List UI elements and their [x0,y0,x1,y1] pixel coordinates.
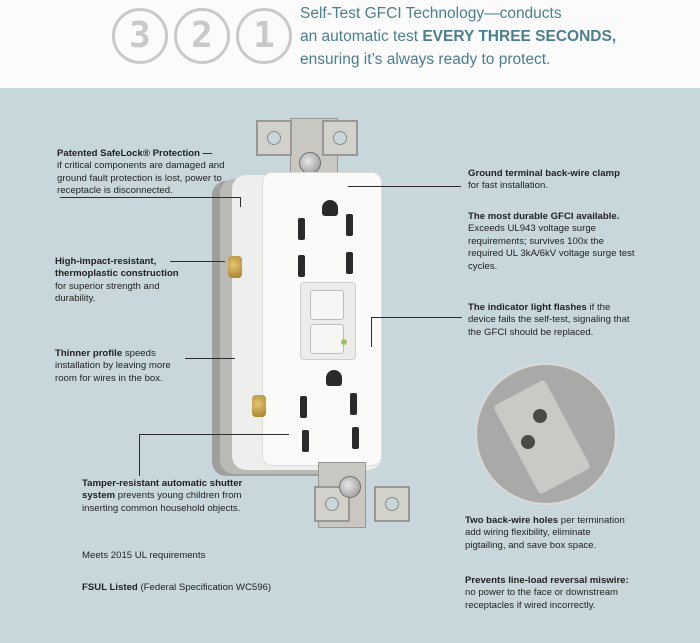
callout-safelock-body: if critical components are damaged and ground fault protection is lost, power to receptacle is disconnected. [57,160,225,197]
ground-screw-icon [299,152,321,174]
leader-line [139,434,140,476]
outlet-slot [352,427,359,449]
outlet-slot [346,214,353,236]
callout-indicator-body: if the device fails the self-test, signaling that the GFCI should be replaced. [468,302,630,338]
leader-line [240,197,241,207]
callout-backwire-body: per termination add wiring flexibility, eliminate pigtailing, and save box space. [465,515,625,551]
headline-line-1: Self-Test GFCI Technology—conducts [300,5,562,22]
ear-hole [325,497,339,511]
counter-digit-2: 2 [174,8,230,64]
ground-hole [322,200,338,216]
terminal-plate [493,379,591,495]
indicator-light-icon [341,339,347,345]
test-button [310,290,344,320]
callout-tamper [82,478,262,515]
callout-ground [468,168,628,193]
headline-line-2-pre: an automatic test [300,28,423,45]
leader-line [348,186,461,187]
leader-line [185,358,235,359]
outlet-slot [302,430,309,452]
callout-reversal [465,575,640,612]
headline-emphasis: EVERY THREE SECONDS, [422,28,617,45]
terminal-screw-icon [339,476,361,498]
callout-durable-body: Exceeds UL943 voltage surge requirements; survives 100x the required UL 3kA/6kV voltage surge test cycles. [468,223,635,272]
headline [300,2,690,71]
callout-durable-title: The most durable GFCI available. [468,211,620,222]
callout-tamper-title: Tamper-resistant automatic shutter system [82,478,243,502]
counter-digit-3: 3 [112,8,168,64]
callout-reversal-title: Prevents line-load reversal miswire: [465,575,629,586]
leader-line [371,317,372,347]
callout-indicator-title: The indicator light flashes [468,302,587,313]
callout-backwire-title: Two back-wire holes [465,515,559,526]
headline-line-2 [300,25,690,48]
leader-line [371,317,462,318]
back-wire-zoom-detail [475,363,617,505]
callout-reversal-body: no power to the face or downstream receptacles if wired incorrectly. [465,587,619,611]
callout-safelock-title: Patented SafeLock® Protection — [57,148,213,159]
callout-profile-body: speeds installation by leaving more room for wires in the box. [55,348,171,384]
callout-fsul [82,582,302,594]
outlet-slot [300,396,307,418]
callout-indicator [468,302,636,339]
back-wire-hole-icon [533,409,547,423]
callout-profile [55,348,183,385]
callout-ground-title: Ground terminal back-wire clamp [468,168,620,179]
ear-hole [385,497,399,511]
brass-terminal-icon [228,256,242,278]
callout-backwire [465,515,630,552]
outlet-slot [298,255,305,277]
ear-hole [333,131,347,145]
back-wire-hole-icon [521,435,535,449]
callout-safelock [57,148,233,198]
callout-ul: Meets 2015 UL requirements [82,550,206,561]
counter-digit-1: 1 [236,8,292,64]
callout-impact-body: for superior strength and durability. [55,280,160,305]
callout-tamper-body: prevents young children from inserting common household objects. [82,490,242,514]
callout-ground-body: for fast installation. [468,180,548,192]
outlet-slot [346,252,353,274]
outlet-slot [298,218,305,240]
headline-line-3: ensuring it’s always ready to protect. [300,51,551,68]
ground-hole [326,370,342,386]
callout-impact-title: High-impact-resistant, thermoplastic construction [55,256,179,280]
callout-durable [468,211,640,273]
outlet-slot [350,393,357,415]
callout-profile-title: Thinner profile [55,348,123,359]
brass-terminal-icon [252,395,266,417]
reset-button [310,324,344,354]
callout-fsul-body: (Federal Specification WC596) [137,582,272,593]
leader-line [139,434,289,435]
callout-impact [55,256,185,306]
ear-hole [267,131,281,145]
callout-fsul-title: FSUL Listed [82,582,138,593]
